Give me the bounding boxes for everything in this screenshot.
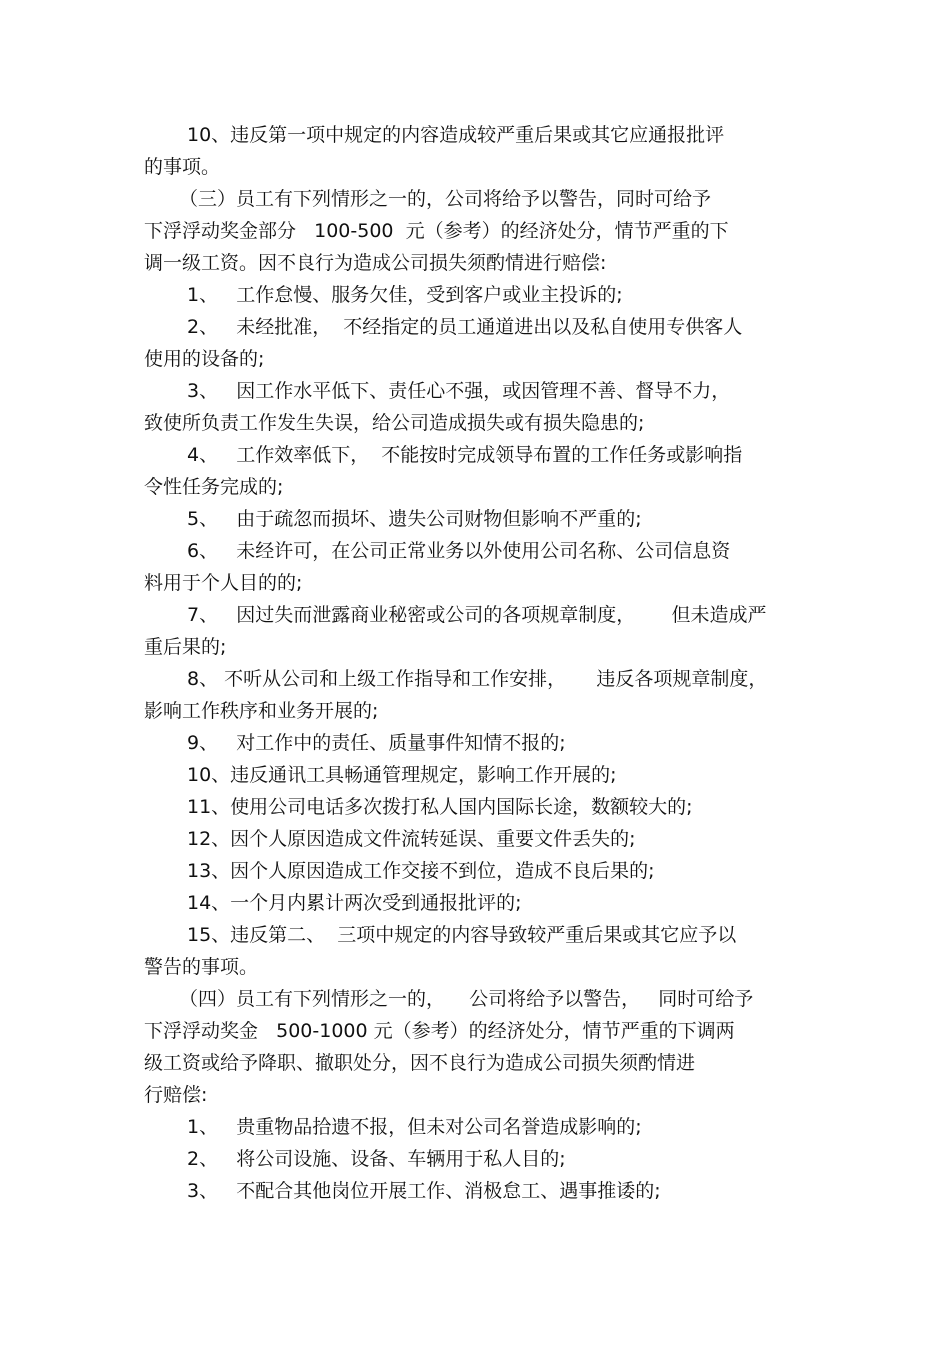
- list-item-line: 9、 对工作中的责任、质量事件知情不报的;: [187, 732, 566, 754]
- text-line: 的事项。: [144, 156, 221, 178]
- text-line: 下浮浮动奖金部分 100-500 元（参考）的经济处分，情节严重的下: [144, 220, 729, 242]
- list-item-line: 13、因个人原因造成工作交接不到位，造成不良后果的;: [187, 860, 655, 882]
- list-item-line: 5、 由于疏忽而损坏、遗失公司财物但影响不严重的;: [187, 508, 642, 530]
- text-line: 级工资或给予降职、撤职处分，因不良行为造成公司损失须酌情进: [144, 1052, 696, 1074]
- text-line: 10、违反第一项中规定的内容造成较严重后果或其它应通报批评: [187, 124, 725, 146]
- list-item-line: 7、 因过失而泄露商业秘密或公司的各项规章制度， 但未造成严: [187, 604, 767, 626]
- list-item-line: 1、 贵重物品拾遗不报，但未对公司名誉造成影响的;: [187, 1116, 642, 1138]
- text-line: 致使所负责工作发生失误，给公司造成损失或有损失隐患的;: [144, 412, 645, 434]
- list-item-line: 3、 不配合其他岗位开展工作、消极怠工、遇事推诿的;: [187, 1180, 661, 1202]
- text-line: 重后果的;: [144, 636, 227, 658]
- list-item-line: 2、 未经批准， 不经指定的员工通道进出以及私自使用专供客人: [187, 316, 743, 338]
- list-item-line: 15、违反第二、 三项中规定的内容导致较严重后果或其它应予以: [187, 924, 737, 946]
- text-line: 令性任务完成的;: [144, 476, 284, 498]
- text-line: 使用的设备的;: [144, 348, 265, 370]
- text-line: 下浮浮动奖金 500-1000 元（参考）的经济处分，情节严重的下调两: [144, 1020, 735, 1042]
- text-line: 调一级工资。因不良行为造成公司损失须酌情进行赔偿:: [144, 252, 607, 274]
- list-item-line: 8、 不听从公司和上级工作指导和工作安排， 违反各项规章制度，: [187, 668, 768, 690]
- document-body: [144, 119, 824, 1207]
- text-line: 警告的事项。: [144, 956, 259, 978]
- list-item-line: 14、一个月内累计两次受到通报批评的;: [187, 892, 522, 914]
- text-line: 料用于个人目的的;: [144, 572, 303, 594]
- list-item-line: 12、因个人原因造成文件流转延误、重要文件丢失的;: [187, 828, 636, 850]
- section-heading-line: （四）员工有下列情形之一的， 公司将给予以警告， 同时可给予: [179, 988, 754, 1010]
- list-item-line: 6、 未经许可，在公司正常业务以外使用公司名称、公司信息资: [187, 540, 731, 562]
- section-heading-line: （三）员工有下列情形之一的，公司将给予以警告，同时可给予: [179, 188, 712, 210]
- list-item-line: 4、 工作效率低下， 不能按时完成领导布置的工作任务或影响指: [187, 444, 743, 466]
- list-item-line: 1、 工作怠慢、服务欠佳，受到客户或业主投诉的;: [187, 284, 623, 306]
- list-item-line: 11、使用公司电话多次拨打私人国内国际长途，数额较大的;: [187, 796, 693, 818]
- list-item-line: 10、违反通讯工具畅通管理规定，影响工作开展的;: [187, 764, 617, 786]
- text-line: 影响工作秩序和业务开展的;: [144, 700, 379, 722]
- list-item-line: 2、 将公司设施、设备、车辆用于私人目的;: [187, 1148, 566, 1170]
- list-item-line: 3、 因工作水平低下、责任心不强，或因管理不善、督导不力，: [187, 380, 731, 402]
- text-line: 行赔偿:: [144, 1084, 208, 1106]
